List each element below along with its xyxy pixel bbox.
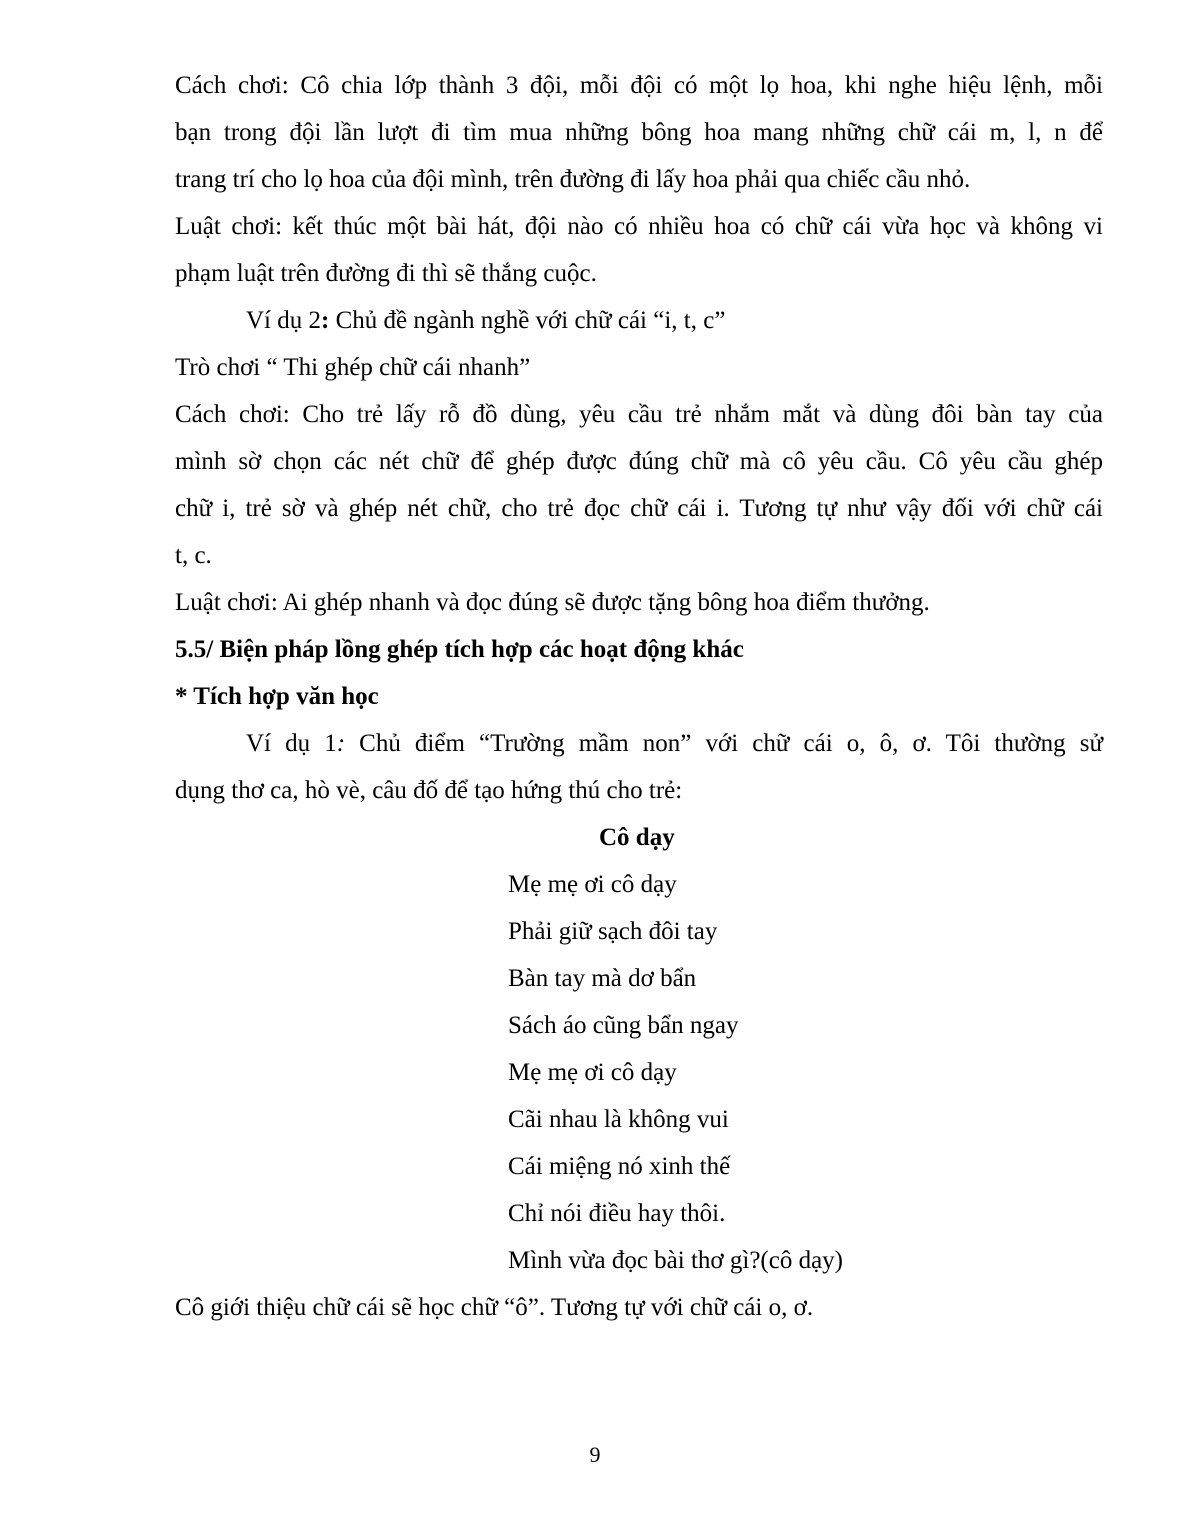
paragraph-line: bạn trong đội lần lượt đi tìm mua những bông hoa mang những chữ cái m, l, n để: [175, 119, 1103, 146]
paragraph-line: Cách chơi: Cho trẻ lấy rỗ đồ dùng, yêu cầu trẻ nhắm mắt và dùng đôi bàn tay của: [175, 401, 1103, 428]
example-1-label: Ví dụ 1: [246, 730, 337, 757]
paragraph-line: phạm luật trên đường đi thì sẽ thắng cuộc.: [175, 260, 597, 287]
paragraph-line: t, c.: [175, 542, 212, 569]
poem-line: Mẹ mẹ ơi cô dạy: [508, 871, 677, 898]
example-1-continuation: dụng thơ ca, hò vè, câu đố để tạo hứng thú cho trẻ:: [175, 777, 683, 804]
poem-body: [175, 861, 1103, 1284]
example-1-colon: :: [336, 730, 346, 757]
section-subheading: * Tích hợp văn học: [175, 683, 379, 710]
paragraph-line: chữ i, trẻ sờ và ghép nét chữ, cho trẻ đọc chữ cái i. Tương tự như vậy đối với chữ cái: [175, 495, 1103, 522]
poem-line: Cái miệng nó xinh thế: [508, 1153, 731, 1180]
example-2-rules: Luật chơi: Ai ghép nhanh và đọc đúng sẽ được tặng bông hoa điểm thưởng.: [175, 589, 930, 616]
poem-line: Cãi nhau là không vui: [508, 1106, 729, 1133]
poem-line: Bàn tay mà dơ bẩn: [508, 965, 697, 992]
paragraph-line: Cách chơi: Cô chia lớp thành 3 đội, mỗi đội có một lọ hoa, khi nghe hiệu lệnh, mỗi: [175, 72, 1103, 99]
example-2-intro: [175, 297, 1103, 344]
section-heading: 5.5/ Biện pháp lồng ghép tích hợp các hoạt động khác: [175, 636, 744, 663]
paragraph-line: mình sờ chọn các nét chữ để ghép được đúng chữ mà cô yêu cầu. Cô yêu cầu ghép: [175, 448, 1103, 475]
page-number: 9: [589, 1442, 601, 1467]
poem-line: Chỉ nói điều hay thôi.: [508, 1200, 726, 1227]
example-2-text: Chủ đề ngành nghề với chữ cái “i, t, c”: [329, 307, 726, 334]
example-2-how-to-play: [175, 391, 1103, 579]
poem-line: Mình vừa đọc bài thơ gì?(cô dạy): [508, 1247, 844, 1274]
closing-paragraph: Cô giới thiệu chữ cái sẽ học chữ “ô”. Tương tự với chữ cái o, ơ.: [175, 1294, 814, 1321]
document-body: [175, 62, 1103, 1331]
example-2-colon: :: [321, 307, 330, 334]
paragraph-line: trang trí cho lọ hoa của đội mình, trên đường đi lấy hoa phải qua chiếc cầu nhỏ.: [175, 166, 971, 193]
example-1-intro: [175, 720, 1103, 767]
poem-line: Mẹ mẹ ơi cô dạy: [508, 1059, 677, 1086]
poem-line: Phải giữ sạch đôi tay: [508, 918, 718, 945]
example-2-game-title: Trò chơi “ Thi ghép chữ cái nhanh”: [175, 354, 531, 381]
poem-title: Cô dạy: [599, 824, 675, 851]
poem-line: Sách áo cũng bẩn ngay: [508, 1012, 739, 1039]
game1-rules: [175, 203, 1103, 297]
example-1-text: Chủ điểm “Trường mầm non” với chữ cái o, ô, ơ. Tôi thường sử: [345, 730, 1104, 757]
game1-how-to-play: [175, 62, 1103, 203]
example-2-label: Ví dụ 2: [246, 307, 321, 334]
paragraph-line: Luật chơi: kết thúc một bài hát, đội nào có nhiều hoa có chữ cái vừa học và không vi: [175, 213, 1103, 240]
